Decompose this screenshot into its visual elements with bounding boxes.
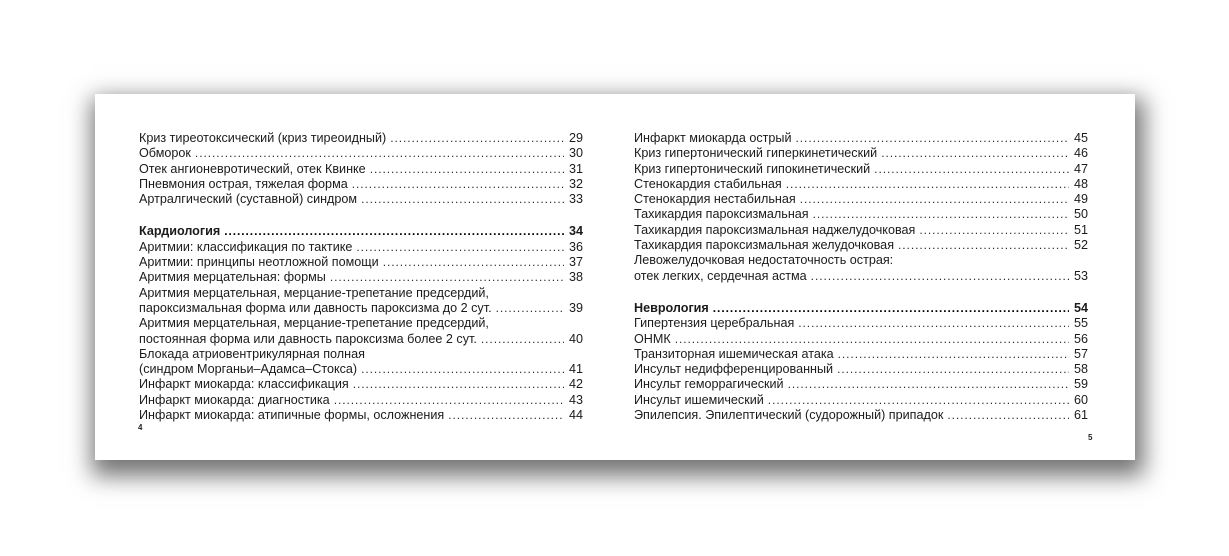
entry-title: Криз тиреотоксический (криз тиреоидный) — [139, 131, 387, 145]
leader-dots — [361, 362, 564, 377]
section-title: Неврология — [634, 300, 709, 315]
section-page: 34 — [568, 224, 583, 239]
entry-title: Пневмония острая, тяжелая форма — [139, 176, 348, 191]
toc-entry — [634, 238, 1088, 253]
leader-dots — [786, 177, 1069, 192]
entry-title: Тахикардия пароксизмальная — [634, 207, 809, 222]
leader-dots — [919, 223, 1069, 238]
entry-page: 49 — [1073, 192, 1088, 207]
entry-title: Инфаркт миокарда: диагностика — [139, 392, 330, 407]
toc-entry — [139, 377, 583, 392]
toc-entry-lead-line — [634, 253, 1088, 268]
leader-dots — [356, 240, 564, 255]
leader-dots — [334, 393, 564, 408]
leader-dots — [195, 146, 564, 161]
entry-page: 39 — [568, 300, 583, 315]
entry-page: 44 — [568, 408, 583, 423]
entry-page: 40 — [568, 331, 583, 346]
toc-entry — [634, 162, 1088, 177]
entry-title: Обморок — [139, 146, 191, 161]
entry-page: 55 — [1073, 316, 1088, 331]
entry-lead: Блокада атриовентрикулярная полная — [139, 346, 365, 361]
entry-lead: Аритмия мерцательная, мерцание-трепетание предсердий, — [139, 285, 489, 300]
leader-dots — [330, 270, 564, 285]
leader-dots — [496, 301, 564, 316]
entry-title: Артралгический (суставной) синдром — [139, 192, 358, 207]
leader-dots — [898, 238, 1069, 253]
entry-page: 61 — [1073, 408, 1088, 423]
leader-dots — [370, 162, 564, 177]
section-heading — [634, 301, 1088, 316]
toc-entry — [634, 316, 1088, 331]
leader-dots — [881, 146, 1069, 161]
leader-dots — [390, 131, 564, 146]
entry-title: Отек ангионевротический, отек Квинке — [139, 161, 366, 176]
toc-entry — [634, 131, 1088, 146]
toc-entry — [634, 146, 1088, 161]
toc-entry — [634, 207, 1088, 222]
entry-title: Криз гипертонический гипокинетический — [634, 161, 871, 176]
right-page — [634, 131, 1088, 423]
leader-dots — [837, 362, 1069, 377]
entry-title: Инфаркт миокарда: классификация — [139, 377, 349, 392]
entry-title: Инфаркт миокарда острый — [634, 131, 792, 145]
entry-page: 45 — [1073, 131, 1088, 145]
toc-entry — [139, 131, 583, 146]
toc-entry — [634, 192, 1088, 207]
entry-page: 32 — [568, 176, 583, 191]
entry-page: 51 — [1073, 222, 1088, 237]
leader-dots — [838, 347, 1069, 362]
leader-dots — [481, 332, 564, 347]
entry-title: постоянная форма или давность пароксизма более 2 сут. — [139, 331, 477, 346]
leader-dots — [353, 377, 564, 392]
entry-page: 52 — [1073, 238, 1088, 253]
leader-dots — [675, 332, 1069, 347]
leader-dots — [811, 269, 1069, 284]
entry-title: (синдром Морганьи–Адамса–Стокса) — [139, 362, 358, 377]
toc-entry — [634, 347, 1088, 362]
entry-page: 57 — [1073, 346, 1088, 361]
leader-dots — [947, 408, 1069, 423]
entry-title: Инсульт недифференцированный — [634, 362, 834, 377]
toc-entry — [634, 393, 1088, 408]
leader-dots — [383, 255, 564, 270]
entry-title: Аритмия мерцательная: формы — [139, 270, 326, 285]
entry-lead: Аритмия мерцательная, мерцание-трепетание предсердий, — [139, 316, 489, 331]
section-gap — [634, 284, 1088, 301]
toc-entry-lead-line — [139, 286, 583, 301]
page-number-right: 5 — [1088, 433, 1093, 442]
entry-title: Гипертензия церебральная — [634, 316, 795, 331]
entry-page: 29 — [568, 131, 583, 145]
toc-entry — [139, 146, 583, 161]
toc-entry — [139, 393, 583, 408]
toc-entry — [634, 223, 1088, 238]
toc-entry — [634, 408, 1088, 423]
section-title: Кардиология — [139, 224, 221, 239]
leader-dots — [352, 177, 564, 192]
entry-title: Транзиторная ишемическая атака — [634, 346, 834, 361]
entry-page: 36 — [568, 239, 583, 254]
entry-title: Инсульт ишемический — [634, 392, 764, 407]
entry-page: 31 — [568, 161, 583, 176]
entry-page: 42 — [568, 377, 583, 392]
entry-title: Стенокардия нестабильная — [634, 192, 796, 207]
entry-title: ОНМК — [634, 331, 671, 346]
entry-page: 33 — [568, 192, 583, 207]
entry-page: 38 — [568, 270, 583, 285]
entry-page: 30 — [568, 146, 583, 161]
section-gap — [139, 207, 583, 224]
entry-page: 56 — [1073, 331, 1088, 346]
left-page — [139, 131, 583, 423]
toc-entry — [139, 301, 583, 316]
entry-title: Тахикардия пароксизмальная наджелудочковая — [634, 222, 916, 237]
section-page: 54 — [1073, 300, 1088, 315]
leader-dots — [796, 131, 1069, 146]
toc-entry — [139, 270, 583, 285]
entry-page: 60 — [1073, 392, 1088, 407]
toc-entry — [139, 408, 583, 423]
toc-entry — [139, 177, 583, 192]
entry-title: Аритмии: принципы неотложной помощи — [139, 255, 379, 270]
toc-entry — [634, 377, 1088, 392]
entry-title: Аритмии: классификация по тактике — [139, 239, 353, 254]
entry-page: 37 — [568, 255, 583, 270]
leader-dots — [813, 207, 1069, 222]
toc-entry — [139, 332, 583, 347]
entry-title: отек легких, сердечная астма — [634, 268, 807, 283]
leader-dots — [798, 316, 1069, 331]
toc-entry — [139, 362, 583, 377]
entry-title: Стенокардия стабильная — [634, 176, 782, 191]
entry-page: 53 — [1073, 268, 1088, 283]
toc-entry — [634, 332, 1088, 347]
entry-title: Тахикардия пароксизмальная желудочковая — [634, 238, 895, 253]
entry-title: Инфаркт миокарда: атипичные формы, осложнения — [139, 408, 445, 423]
entry-page: 41 — [568, 362, 583, 377]
toc-entry — [139, 162, 583, 177]
leader-dots — [768, 393, 1069, 408]
leader-dots — [713, 301, 1069, 316]
entry-page: 48 — [1073, 176, 1088, 191]
leader-dots — [874, 162, 1069, 177]
entry-lead: Левожелудочковая недостаточность острая: — [634, 253, 894, 268]
leader-dots — [224, 224, 564, 239]
leader-dots — [800, 192, 1069, 207]
leader-dots — [361, 192, 564, 207]
leader-dots — [448, 408, 564, 423]
toc-entry-lead-line — [139, 347, 583, 362]
toc-entry — [634, 362, 1088, 377]
entry-page: 46 — [1073, 146, 1088, 161]
book-spread — [95, 94, 1135, 460]
page-number-left: 4 — [138, 423, 143, 432]
entry-page: 58 — [1073, 362, 1088, 377]
entry-page: 59 — [1073, 377, 1088, 392]
toc-entry — [139, 255, 583, 270]
entry-title: Инсульт геморрагический — [634, 377, 784, 392]
entry-title: Криз гипертонический гиперкинетический — [634, 146, 878, 161]
toc-entry — [634, 269, 1088, 284]
section-heading — [139, 224, 583, 239]
toc-entry — [634, 177, 1088, 192]
entry-page: 50 — [1073, 207, 1088, 222]
toc-entry — [139, 240, 583, 255]
toc-entry — [139, 192, 583, 207]
entry-title: Эпилепсия. Эпилептический (судорожный) припадок — [634, 408, 944, 423]
entry-title: пароксизмальная форма или давность пароксизма до 2 сут. — [139, 300, 492, 315]
leader-dots — [788, 377, 1069, 392]
entry-page: 43 — [568, 392, 583, 407]
toc-entry-lead-line — [139, 316, 583, 331]
entry-page: 47 — [1073, 161, 1088, 176]
